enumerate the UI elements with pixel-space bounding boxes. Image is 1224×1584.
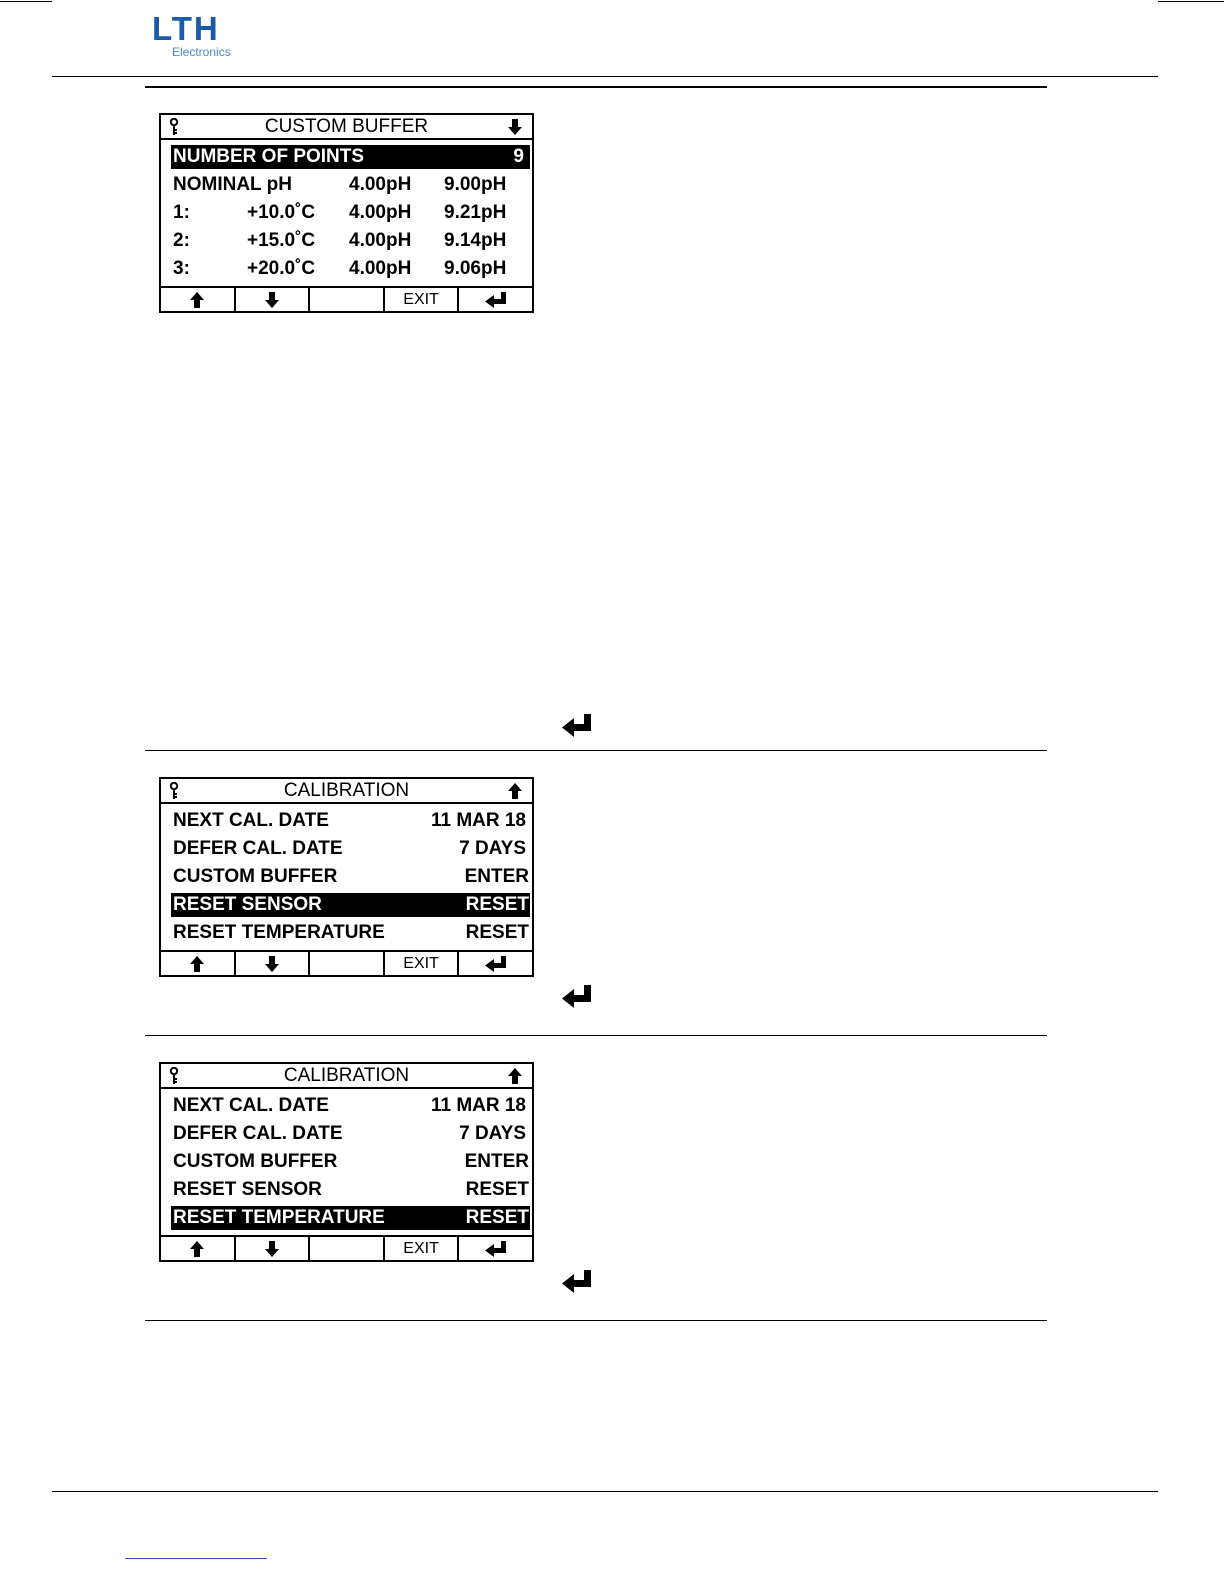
menu-row-number-of-points[interactable] (171, 145, 530, 169)
row-value: RESET (465, 1207, 529, 1228)
menu-row-defer-cal-date[interactable] (171, 837, 530, 861)
softkey-enter[interactable] (459, 1237, 532, 1260)
row-label: NOMINAL pH (173, 174, 292, 195)
menu-row-point-3[interactable] (171, 257, 530, 281)
row-label: RESET TEMPERATURE (173, 922, 385, 943)
softkey-exit[interactable]: EXIT (385, 952, 460, 975)
row-label: NUMBER OF POINTS (173, 146, 365, 167)
menu-row-reset-temperature[interactable] (171, 1206, 530, 1230)
buffer-2-value: 9.14pH (444, 230, 507, 251)
temperature-value: +20.0˚C (247, 258, 316, 279)
row-label: 1: (173, 202, 190, 223)
buffer-1-value: 4.00pH (349, 230, 412, 251)
enter-icon (485, 956, 507, 972)
softkey-down[interactable] (236, 952, 311, 975)
row-label: 3: (173, 258, 190, 279)
crop-mark-top-right (1158, 1, 1224, 2)
down-arrow-icon (265, 956, 279, 972)
buffer-2-value: 9.00pH (444, 174, 507, 195)
footer-rule (52, 1491, 1158, 1492)
arrow-down-icon (508, 119, 522, 135)
buffer-2-value: 9.06pH (444, 258, 507, 279)
menu-row-point-2[interactable] (171, 229, 530, 253)
row-value: RESET (465, 1179, 529, 1200)
softkey-up[interactable] (161, 1237, 236, 1260)
row-label: RESET TEMPERATURE (173, 1207, 385, 1228)
up-arrow-icon (190, 292, 204, 308)
softkey-enter[interactable] (459, 952, 532, 975)
lcd-title-bar (161, 115, 532, 140)
menu-row-custom-buffer[interactable] (171, 865, 530, 889)
softkey-blank[interactable] (310, 288, 385, 311)
row-value: 11 MAR 18 (430, 810, 526, 831)
down-arrow-icon (265, 292, 279, 308)
section-rule (145, 1035, 1047, 1036)
lcd-title-bar (161, 1064, 532, 1089)
temperature-value: +15.0˚C (247, 230, 316, 251)
row-label: RESET SENSOR (173, 1179, 322, 1200)
up-arrow-icon (190, 1241, 204, 1257)
menu-row-reset-sensor[interactable] (171, 1178, 530, 1202)
company-logo-subtitle: Electronics (172, 45, 231, 59)
row-label: CUSTOM BUFFER (173, 866, 338, 887)
down-arrow-icon (265, 1241, 279, 1257)
menu-row-defer-cal-date[interactable] (171, 1122, 530, 1146)
enter-icon (485, 1241, 507, 1257)
softkey-blank[interactable] (310, 1237, 385, 1260)
softkey-down[interactable] (236, 288, 311, 311)
footer-link-underline (125, 1558, 267, 1559)
row-label: RESET SENSOR (173, 894, 322, 915)
menu-row-point-1[interactable] (171, 201, 530, 225)
lcd-screen-calibration-reset-temperature (159, 1062, 534, 1262)
softkey-exit[interactable]: EXIT (385, 288, 460, 311)
up-arrow-icon (190, 956, 204, 972)
menu-row-nominal-ph[interactable] (171, 173, 530, 197)
row-value: ENTER (464, 866, 529, 887)
softkey-bar (161, 950, 532, 975)
section-rule (145, 1320, 1047, 1321)
softkey-blank[interactable] (310, 952, 385, 975)
lcd-title: CALIBRATION (283, 1065, 410, 1086)
lcd-screen-calibration-reset-sensor (159, 777, 534, 977)
company-logo: LTH (152, 10, 220, 47)
enter-icon (562, 1270, 592, 1294)
buffer-1-value: 4.00pH (349, 258, 412, 279)
softkey-bar (161, 286, 532, 311)
arrow-up-icon (508, 1068, 522, 1084)
row-value: ENTER (464, 1151, 529, 1172)
buffer-2-value: 9.21pH (444, 202, 507, 223)
softkey-down[interactable] (236, 1237, 311, 1260)
row-label: NEXT CAL. DATE (173, 1095, 329, 1116)
menu-row-next-cal-date[interactable] (171, 1094, 530, 1118)
row-label: CUSTOM BUFFER (173, 1151, 338, 1172)
softkey-enter[interactable] (459, 288, 532, 311)
menu-row-reset-sensor[interactable] (171, 893, 530, 917)
row-value: 7 DAYS (459, 838, 526, 859)
enter-icon (562, 714, 592, 738)
enter-icon (562, 985, 592, 1009)
menu-row-custom-buffer[interactable] (171, 1150, 530, 1174)
row-label: DEFER CAL. DATE (173, 1123, 343, 1144)
lcd-screen-custom-buffer (159, 113, 534, 313)
row-value: RESET (465, 922, 529, 943)
lcd-title-bar (161, 779, 532, 804)
lcd-title: CALIBRATION (283, 780, 410, 801)
enter-icon (485, 292, 507, 308)
row-value: 9 (513, 146, 524, 167)
menu-row-next-cal-date[interactable] (171, 809, 530, 833)
temperature-value: +10.0˚C (247, 202, 316, 223)
row-label: NEXT CAL. DATE (173, 810, 329, 831)
row-value: 11 MAR 18 (430, 1095, 526, 1116)
softkey-bar (161, 1235, 532, 1260)
row-value: RESET (465, 894, 529, 915)
section-rule (145, 750, 1047, 751)
menu-row-reset-temperature[interactable] (171, 921, 530, 945)
buffer-1-value: 4.00pH (349, 202, 412, 223)
buffer-1-value: 4.00pH (349, 174, 412, 195)
row-label: 2: (173, 230, 190, 251)
softkey-up[interactable] (161, 952, 236, 975)
lcd-title: CUSTOM BUFFER (264, 116, 429, 137)
arrow-up-icon (508, 783, 522, 799)
section-rule (145, 86, 1047, 88)
softkey-exit[interactable]: EXIT (385, 1237, 460, 1260)
crop-mark-top-left (0, 1, 52, 2)
row-value: 7 DAYS (459, 1123, 526, 1144)
header-rule (52, 76, 1158, 77)
row-label: DEFER CAL. DATE (173, 838, 343, 859)
softkey-up[interactable] (161, 288, 236, 311)
